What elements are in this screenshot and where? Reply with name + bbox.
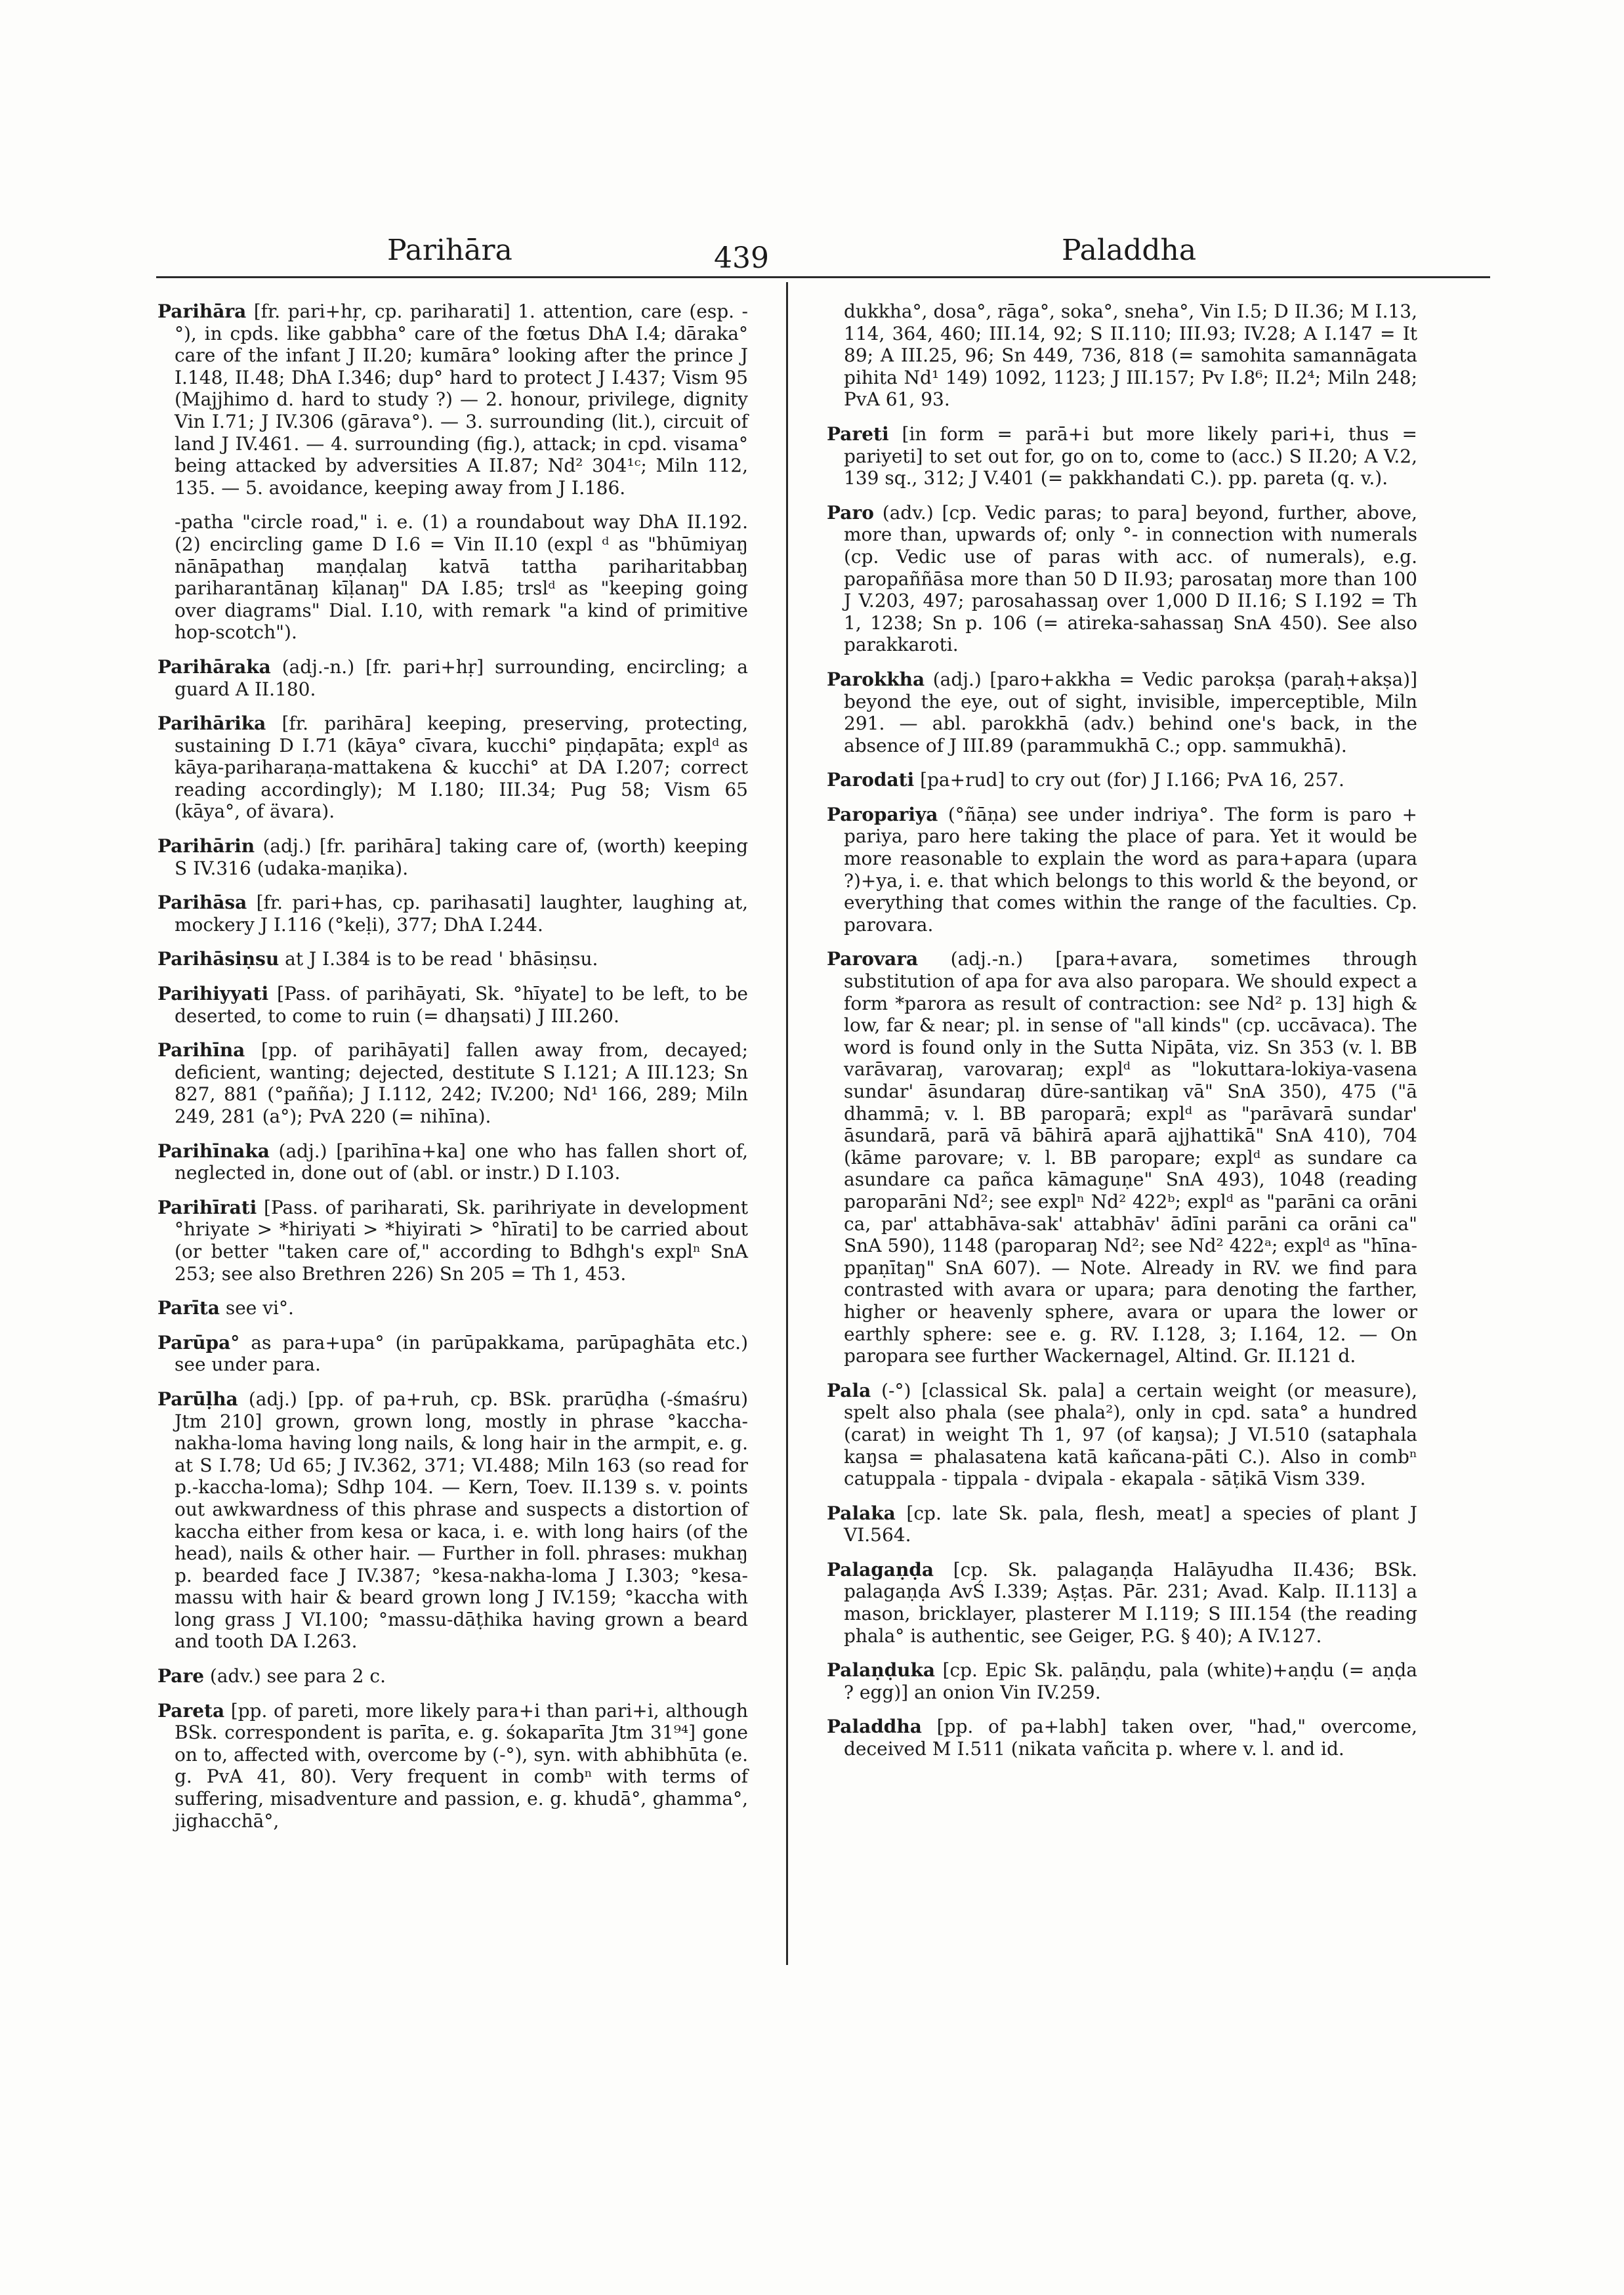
entry-text: [Pass. of parihāyati, Sk. °hīyate] to be left, to be deserted, to come to ruin (= dhaŋsati) J III.260. bbox=[175, 983, 748, 1027]
entry-text: dukkha°, dosa°, rāga°, soka°, sneha°, Vin I.5; D II.36; M I.13, 114, 364, 460; III.14, 92; S II.110; III.93; IV.28; A I.147 = It 89; A III.25, 96; Sn 449, 736, 818 (= samohita samannāgata pihita Nd¹ 149) 1092, 1123; J III.157; Pv I.8⁶; II.2⁴; Miln 248; PvA 61, 93. bbox=[844, 300, 1417, 411]
entry-text: -patha "circle road," i. e. (1) a roundabout way DhA II.192. (2) encircling game D I.6 = Vin II.10 (expl ᵈ as "bhūmiyaŋ nānāpathaŋ maṇḍalaŋ katvā tattha pariharitabbaŋ pariharantānaŋ kīḷanaŋ" DA I.85; trslᵈ as "keeping going over diagrams" Dial. I.10, with remark "a kind of primitive hop-scotch"). bbox=[175, 511, 748, 644]
entry-text: [fr. parihāra] keeping, preserving, protecting, sustaining D I.71 (kāya° cīvara, kucchi° piṇḍapāta; explᵈ as kāya-pariharaṇa-mattakena & kucchi° at DA I.207; correct reading accordingly); M I.180; III.34; Pug 58; Vism 65 (kāya°, of ävara). bbox=[175, 713, 748, 823]
dictionary-entry bbox=[827, 423, 1417, 489]
dictionary-entry bbox=[157, 1197, 748, 1285]
column-divider bbox=[786, 282, 788, 1965]
dictionary-entry bbox=[157, 1665, 748, 1687]
entry-text: (°ñāṇa) see under indriya°. The form is paro + pariya, paro here taking the place of para. Yet it would be more reasonable to explain the word as para+apara (upara ?)+ya, i. e. that which belongs to this world & the beyond, or everything that comes within the range of the faculties. Cp. parovara. bbox=[844, 803, 1417, 936]
dictionary-entry bbox=[827, 948, 1417, 1367]
running-head-left: Parihāra bbox=[387, 234, 512, 267]
dictionary-entry bbox=[157, 1700, 748, 1832]
dictionary-entry bbox=[157, 656, 748, 700]
entry-text: [pp. of pa+labh] taken over, "had," overcome, deceived M I.511 (nikata vañcita p. where v. l. and id. bbox=[844, 1716, 1417, 1760]
dictionary-entry bbox=[157, 1388, 748, 1653]
entry-text: [cp. late Sk. pala, flesh, meat] a species of plant J VI.564. bbox=[844, 1502, 1417, 1546]
entry-headword: Parihāsa bbox=[157, 892, 247, 914]
entry-text: [fr. pari+hṛ, cp. pariharati] 1. attention, care (esp. -°), in cpds. like gabbha° care of the fœtus DhA I.4; dāraka° care of the infant J II.20; kumāra° looking after the prince J I.148, II.48; DhA I.346; dup° hard to protect J I.437; Vism 95 (Majjhimo d. hard to study ?) — 2. honour, privilege, dignity Vin I.71; J IV.306 (gārava°). — 3. surrounding (lit.), circuit of land J IV.461. — 4. surrounding (fig.), attack; in cpd. visama° being attacked by adversities A II.87; Nd² 304¹ᶜ; Miln 112, 135. — 5. avoidance, keeping away from J I.186. bbox=[175, 300, 748, 499]
right-column bbox=[827, 300, 1417, 1773]
entry-text: [cp. Epic Sk. palāṇḍu, pala (white)+aṇḍu (= aṇḍa ? egg)] an onion Vin IV.259. bbox=[844, 1659, 1417, 1703]
dictionary-entry bbox=[157, 1332, 748, 1376]
entry-headword: Paro bbox=[827, 501, 874, 524]
entry-headword: Parodati bbox=[827, 769, 915, 791]
entry-headword: Pala bbox=[827, 1379, 871, 1401]
entry-text: (adj.-n.) [fr. pari+hṛ] surrounding, encircling; a guard A II.180. bbox=[175, 655, 748, 700]
entry-headword: Parihīnaka bbox=[157, 1140, 270, 1162]
entry-headword: Parihāsiṇsu bbox=[157, 948, 280, 970]
entry-text: [Pass. of pariharati, Sk. parihriyate in development °hriyate > *hiriyati > *hiyirati > °hīrati] to be carried about (or better "taken care of," according to Bdhgh's explⁿ SnA 253; see also Brethren 226) Sn 205 = Th 1, 453. bbox=[175, 1196, 748, 1285]
entry-headword: Parihārin bbox=[157, 835, 255, 858]
entry-headword: Parūpa° bbox=[157, 1331, 240, 1354]
entry-headword: Parihāraka bbox=[157, 655, 271, 678]
dictionary-entry bbox=[157, 511, 748, 644]
dictionary-entry bbox=[157, 983, 748, 1027]
entry-text: (adj.) [fr. parihāra] taking care of, (worth) keeping S IV.316 (udaka-maṇika). bbox=[175, 835, 748, 879]
header-rule bbox=[156, 276, 1490, 278]
entry-text: (adj.) [parihīna+ka] one who has fallen short of, neglected in, done out of (abl. or instr.) D I.103. bbox=[175, 1140, 748, 1184]
dictionary-entry bbox=[827, 1559, 1417, 1647]
entry-headword: Parihārika bbox=[157, 713, 266, 735]
entry-text: at J I.384 is to be read ' bhāsiṇsu. bbox=[279, 948, 598, 970]
running-head-right: Paladdha bbox=[1062, 234, 1197, 267]
entry-headword: Parihāra bbox=[157, 300, 247, 322]
dictionary-entry bbox=[157, 1140, 748, 1184]
entry-text: (adv.) [cp. Vedic paras; to para] beyond, further, above, more than, upwards of; only °- in connection with numerals (cp. Vedic use of paras with acc. of numerals), e.g. paropaññāsa more than 50 D II.93; parosataŋ more than 100 J V.203, 497; parosahassaŋ over 1,000 D II.16; S I.192 = Th 1, 1238; Sn p. 106 (= atireka-sahassaŋ SnA 450). See also parakkaroti. bbox=[844, 501, 1417, 656]
entry-text: (adj.) [paro+akkha = Vedic parokṣa (paraḥ+akṣa)] beyond the eye, out of sight, invisible, imperceptible, Miln 291. — abl. parokkhā (adv.) behind one's back, in the absence of J III.89 (parammukhā C.; opp. sammukhā). bbox=[844, 668, 1417, 756]
entry-headword: Pare bbox=[157, 1665, 205, 1687]
page-number: 439 bbox=[714, 241, 769, 275]
entry-headword: Parovara bbox=[827, 948, 919, 970]
entry-text: (adj.-n.) [para+avara, sometimes through substitution of apa for ava also paropara. We should expect a form *parora as result of contraction: see Nd² p. 13] high & low, far & near; pl. in sense of "all kinds" (cp. uccāvaca). The word is found only in the Sutta Nipāta, viz. Sn 353 (v. l. BB varāvaraŋ, varovaraŋ; explᵈ as "lokuttara-lokiya-vasena sundar' āsundaraŋ dūre-santikaŋ vā" SnA 350), 475 ("ā dhammā; v. l. BB paroparā; explᵈ as "parāvarā sundar' āsundarā, parā vā bāhirā aparā ajjhattikā" SnA 410), 704 (kāme parovare; v. l. BB paropare; explᵈ as sundare ca asundare ca pañca kāmaguṇe" SnA 493), 1048 (reading paroparāni Nd²; see explⁿ Nd² 422ᵇ; explᵈ as "parāni ca orāni ca, par' attabhāva-sak' attabhāv' ādīni parāni ca orāni ca" SnA 590), 1148 (paroparaŋ Nd²; see Nd² 422ᵃ; explᵈ as "hīna-ppaṇītaŋ" SnA 607). — Note. Already in RV. we find para contrasted with avara or upara; para denoting the farther, higher or heavenly sphere, avara or upara the lower or earthly sphere: see e. g. RV. I.128, 3; I.164, 12. — On paropara see further Wackernagel, Altind. Gr. II.121 d. bbox=[844, 948, 1417, 1367]
entry-headword: Parūḷha bbox=[157, 1388, 238, 1410]
entry-headword: Pareti bbox=[827, 423, 889, 445]
dictionary-entry bbox=[157, 713, 748, 823]
dictionary-entry bbox=[157, 300, 748, 499]
dictionary-entry bbox=[157, 1297, 748, 1319]
entry-text: [pp. of pareti, more likely para+i than pari+i, although BSk. correspondent is parīta, e. g. śokaparīta Jtm 31⁹⁴] gone on to, affected with, overcome by (-°), syn. with abhibhūta (e. g. PvA 41, 80). Very frequent in combⁿ with terms of suffering, misadventure and passion, e. g. khudā°, ghamma°, jighacchā°, bbox=[175, 1699, 748, 1832]
entry-headword: Palagaṇḍa bbox=[827, 1558, 934, 1581]
dictionary-entry bbox=[827, 300, 1417, 411]
dictionary-entry bbox=[827, 669, 1417, 756]
entry-headword: Parīta bbox=[157, 1297, 220, 1319]
dictionary-entry bbox=[827, 769, 1417, 791]
entry-text: (adj.) [pp. of pa+ruh, cp. BSk. prarūḍha (-śmaśru) Jtm 210] grown, grown long, mostly in phrase °kaccha-nakha-loma having long nails, & long hair in the armpit, e. g. at S I.78; Ud 65; J IV.362, 371; VI.488; Miln 163 (so read for p.-kaccha-loma); Sdhp 104. — Kern, Toev. II.139 s. v. points out awkwardness of this phrase and suspects a distortion of kaccha either from kesa or kaca, i. e. with long hairs (of the head), nails & other hair. — Further in foll. phrases: mukhaŋ p. bearded face J IV.387; °kesa-nakha-loma J I.303; °kesa-massu with hair & beard grown long J IV.159; °kaccha with long grass J VI.100; °massu-dāṭhika having grown a beard and tooth DA I.263. bbox=[175, 1388, 748, 1653]
entry-text: (-°) [classical Sk. pala] a certain weight (or measure), spelt also phala (see phala²), only in cpd. sata° a hundred (carat) in weight Th 1, 97 (of kaŋsa); J VI.510 (sataphala kaŋsa = phalasatena katā kañcana-pāti C.). Also in combⁿ catuppala - tippala - dvipala - ekapala - sāṭikā Vism 339. bbox=[844, 1379, 1417, 1490]
dictionary-entry bbox=[827, 1502, 1417, 1546]
dictionary-entry bbox=[827, 502, 1417, 656]
entry-text: [cp. Sk. palagaṇḍa Halāyudha II.436; BSk. palagaṇḍa AvŚ I.339; Aṣṭas. Pār. 231; Avad. Kalp. II.113] a mason, bricklayer, plasterer M I.119; S III.154 (the reading phala° is authentic, see Geiger, P.G. § 40); A IV.127. bbox=[844, 1558, 1417, 1647]
dictionary-entry bbox=[827, 804, 1417, 936]
entry-headword: Palaṇḍuka bbox=[827, 1659, 936, 1682]
entry-headword: Paropariya bbox=[827, 803, 938, 825]
entry-text: see vi°. bbox=[219, 1297, 294, 1319]
entry-text: as para+upa° (in parūpakkama, parūpaghāta etc.) see under para. bbox=[175, 1331, 748, 1376]
dictionary-entry bbox=[827, 1659, 1417, 1703]
entry-headword: Parihīna bbox=[157, 1039, 245, 1062]
entry-text: [pa+rud] to cry out (for) J I.166; PvA 16, 257. bbox=[914, 769, 1344, 791]
dictionary-entry bbox=[157, 835, 748, 879]
entry-headword: Parokkha bbox=[827, 668, 925, 690]
dictionary-entry bbox=[827, 1380, 1417, 1490]
entry-headword: Parihīrati bbox=[157, 1196, 257, 1218]
dictionary-entry bbox=[157, 948, 748, 970]
entry-text: [in form = parā+i but more likely pari+i, thus = pariyeti] to set out for, go on to, come to (acc.) S II.20; A V.2, 139 sq., 312; J V.401 (= pakkhandati C.). pp. pareta (q. v.). bbox=[844, 423, 1417, 489]
entry-headword: Parihiyyati bbox=[157, 983, 269, 1005]
entry-headword: Paladdha bbox=[827, 1716, 922, 1738]
entry-text: (adv.) see para 2 c. bbox=[204, 1665, 386, 1687]
left-column bbox=[157, 300, 748, 1844]
entry-text: [fr. pari+has, cp. parihasati] laughter, laughing at, mockery J I.116 (°keḷi), 377; DhA I.244. bbox=[175, 892, 748, 936]
entry-headword: Palaka bbox=[827, 1502, 896, 1524]
dictionary-entry bbox=[157, 1039, 748, 1127]
dictionary-entry bbox=[157, 892, 748, 936]
entry-headword: Pareta bbox=[157, 1699, 225, 1722]
entry-text: [pp. of parihāyati] fallen away from, decayed; deficient, wanting; dejected, destitute S I.121; A III.123; Sn 827, 881 (°pañña); J I.112, 242; IV.200; Nd¹ 166, 289; Miln 249, 281 (a°); PvA 220 (= nihīna). bbox=[175, 1039, 748, 1127]
dictionary-entry bbox=[827, 1716, 1417, 1760]
